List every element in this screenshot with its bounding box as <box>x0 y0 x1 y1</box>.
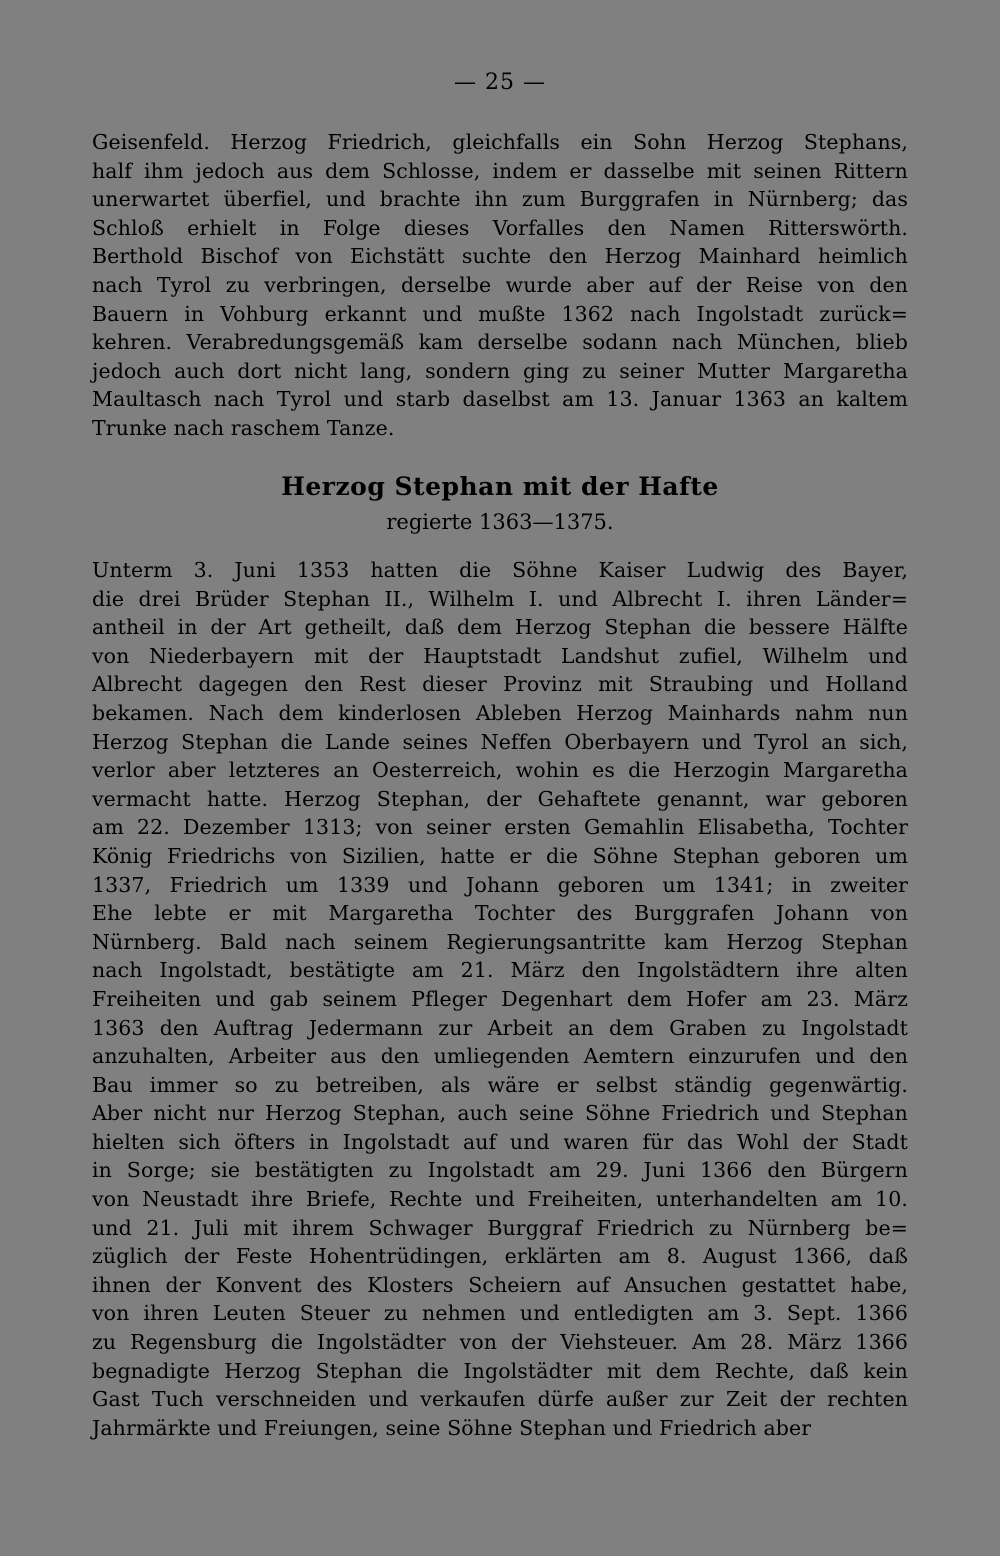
text-line: vermacht hatte. Herzog Stephan, der Gehaftete genannt, war geboren <box>92 786 908 811</box>
text-line: ihnen der Konvent des Klosters Scheiern auf Ansuchen gestattet habe, <box>92 1272 908 1297</box>
text-line: half ihm jedoch aus dem Schlosse, indem er dasselbe mit seinen Rittern <box>92 158 908 183</box>
text-line: unerwartet überfiel, und brachte ihn zum Burggrafen in Nürnberg; das <box>92 187 908 212</box>
text-line: Geisenfeld. Herzog Friedrich, gleichfalls ein Sohn Herzog Stephans, <box>92 130 908 154</box>
text-line: nach Tyrol zu verbringen, derselbe wurde aber auf der Reise von den <box>92 272 908 297</box>
text-line: kehren. Verabredungsgemäß kam derselbe sodann nach München, blieb <box>92 330 908 355</box>
text-line: zu Regensburg die Ingolstädter von der Viehsteuer. Am 28. März 1366 <box>92 1330 908 1355</box>
text-line: Berthold Bischof von Eichstätt suchte den Herzog Mainhard heimlich <box>92 244 908 269</box>
text-line: züglich der Feste Hohentrüdingen, erklärten am 8. August 1366, daß <box>92 1244 908 1269</box>
page-number: — 25 — <box>454 70 546 95</box>
text-line: anzuhalten, Arbeiter aus den umliegenden Aemtern einzurufen und den <box>92 1044 908 1069</box>
text-line: die drei Brüder Stephan II., Wilhelm I. und Albrecht I. ihren Länder= <box>92 586 908 611</box>
text-line: Freiheiten und gab seinem Pfleger Degenhart dem Hofer am 23. März <box>92 986 908 1011</box>
text-line: nach Ingolstadt, bestätigte am 21. März den Ingolstädtern ihre alten <box>92 958 908 983</box>
text-line: jedoch auch dort nicht lang, sondern ging zu seiner Mutter Margaretha <box>92 358 908 383</box>
paragraph-1 <box>92 128 908 443</box>
text-line: Trunke nach raschem Tanze. <box>92 415 395 440</box>
text-line: begnadigte Herzog Stephan die Ingolstädter mit dem Rechte, daß kein <box>92 1358 908 1383</box>
text-line: verlor aber letzteres an Oesterreich, wohin es die Herzogin Margaretha <box>92 758 908 783</box>
text-line: Herzog Stephan die Lande seines Neffen Oberbayern und Tyrol an sich, <box>92 729 908 754</box>
text-line: von Neustadt ihre Briefe, Rechte und Freiheiten, unterhandelten am 10. <box>92 1187 908 1212</box>
text-line: Jahrmärkte und Freiungen, seine Söhne Stephan und Friedrich aber <box>92 1415 812 1440</box>
paragraph-2 <box>92 556 908 1442</box>
text-line: am 22. Dezember 1313; von seiner ersten Gemahlin Elisabetha, Tochter <box>92 815 908 840</box>
text-line: Ehe lebte er mit Margaretha Tochter des Burggrafen Johann von <box>92 901 908 926</box>
text-line: Bauern in Vohburg erkannt und mußte 1362 nach Ingolstadt zurück= <box>92 301 908 326</box>
text-line: antheil in der Art getheilt, daß dem Herzog Stephan die bessere Hälfte <box>92 615 908 640</box>
text-line: von Niederbayern mit der Hauptstadt Landshut zufiel, Wilhelm und <box>92 643 908 668</box>
text-line: Unterm 3. Juni 1353 hatten die Söhne Kaiser Ludwig des Bayer, <box>92 558 908 582</box>
text-line: 1363 den Auftrag Jedermann zur Arbeit an dem Graben zu Ingolstadt <box>92 1015 908 1040</box>
text-line: in Sorge; sie bestätigten zu Ingolstadt am 29. Juni 1366 den Bürgern <box>92 1158 908 1183</box>
text-line: Nürnberg. Bald nach seinem Regierungsantritte kam Herzog Stephan <box>92 929 908 954</box>
text-line: 1337, Friedrich um 1339 und Johann geboren um 1341; in zweiter <box>92 872 908 897</box>
text-line: bekamen. Nach dem kinderlosen Ableben Herzog Mainhards nahm nun <box>92 700 908 725</box>
text-line: von ihren Leuten Steuer zu nehmen und entledigten am 3. Sept. 1366 <box>92 1301 908 1326</box>
text-line: Bau immer so zu betreiben, als wäre er selbst ständig gegenwärtig. <box>92 1072 908 1097</box>
text-line: Maultasch nach Tyrol und starb daselbst am 13. Januar 1363 an kaltem <box>92 387 908 412</box>
section-title: Herzog Stephan mit der Hafte <box>281 472 719 501</box>
text-line: Gast Tuch verschneiden und verkaufen dürfe außer zur Zeit der rechten <box>92 1387 908 1412</box>
section-subtitle: regierte 1363—1375. <box>386 510 614 534</box>
text-line: und 21. Juli mit ihrem Schwager Burggraf Friedrich zu Nürnberg be= <box>92 1215 908 1240</box>
text-line: Albrecht dagegen den Rest dieser Provinz mit Straubing und Holland <box>92 672 908 697</box>
text-line: Aber nicht nur Herzog Stephan, auch seine Söhne Friedrich und Stephan <box>92 1101 908 1126</box>
text-line: hielten sich öfters in Ingolstadt auf und waren für das Wohl der Stadt <box>92 1129 908 1154</box>
text-line: Schloß erhielt in Folge dieses Vorfalles den Namen Ritterswörth. <box>92 215 908 240</box>
text-line: König Friedrichs von Sizilien, hatte er die Söhne Stephan geboren um <box>92 843 908 868</box>
